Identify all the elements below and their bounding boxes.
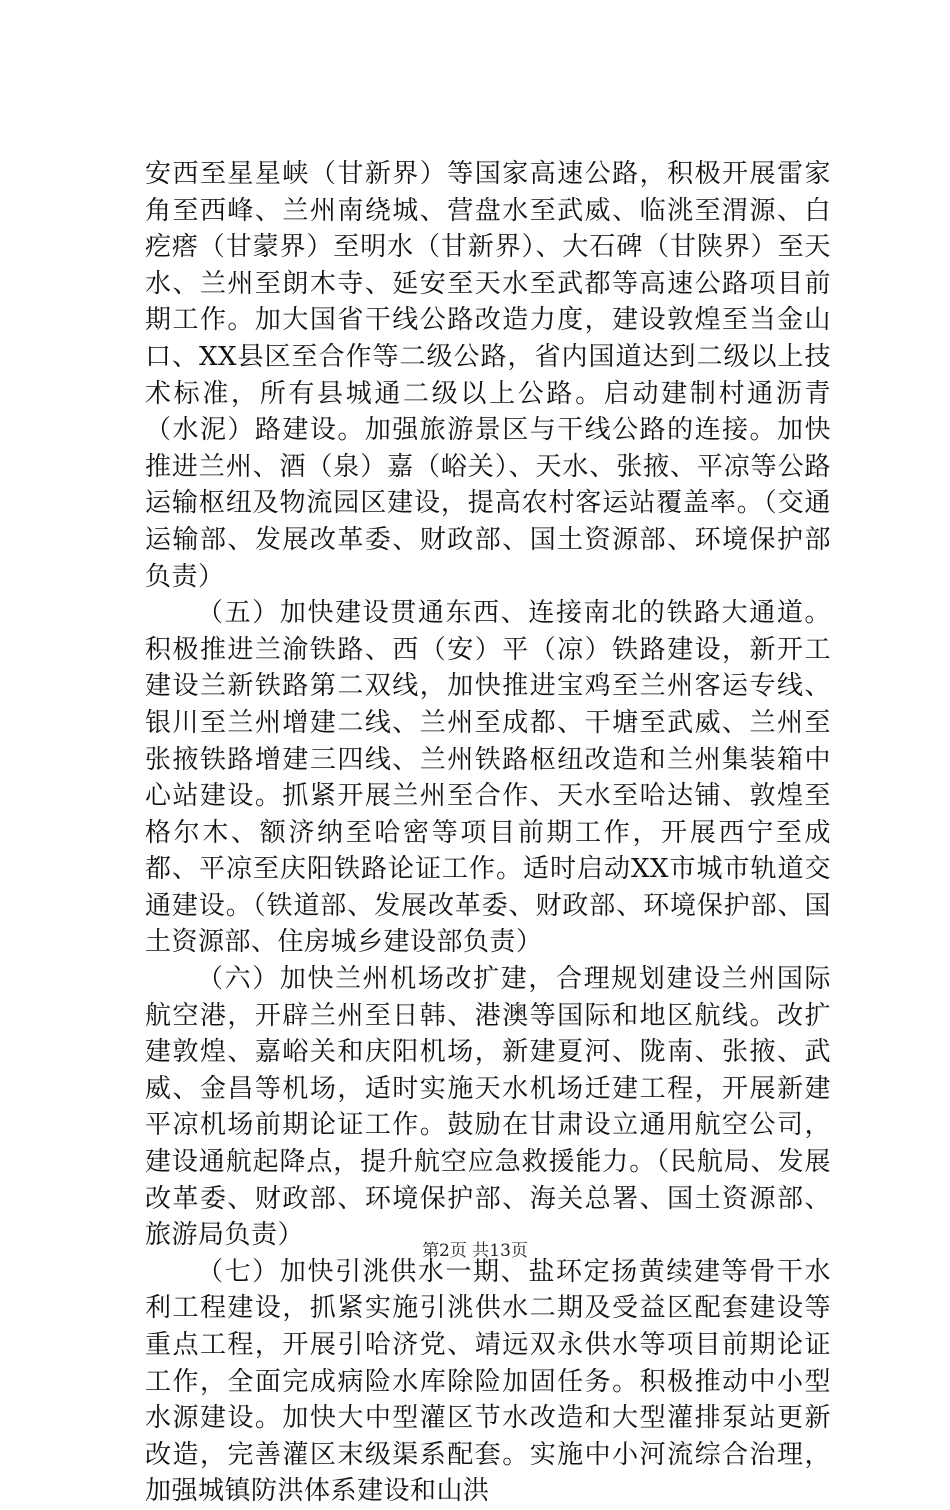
paragraph-2: （五）加快建设贯通东西、连接南北的铁路大通道。积极推进兰渝铁路、西（安）平（凉）铁路建设，新开工建设兰新铁路第二双线，加快推进宝鸡至兰州客运专线、银川至兰州增建二线、兰州至成都、干塘至武威、兰州至张掖铁路增建三四线、兰州铁路枢纽改造和兰州集装箱中心站建设。抓紧开展兰州至合作、天水至哈达铺、敦煌至格尔木、额济纳至哈密等项目前期工作，开展西宁至成都、平凉至庆阳铁路论证工作。适时启动XX市城市轨道交通建设。（铁道部、发展改革委、财政部、环境保护部、国土资源部、住房城乡建设部负责） <box>145 598 831 958</box>
paragraph-3: （六）加快兰州机场改扩建，合理规划建设兰州国际航空港，开辟兰州至日韩、港澳等国际和地区航线。改扩建敦煌、嘉峪关和庆阳机场，新建夏河、陇南、张掖、武威、金昌等机场，适时实施天水机场迁建工程，开展新建平凉机场前期论证工作。鼓励在甘肃设立通用航空公司，建设通航起降点，提升航空应急救援能力。（民航局、发展改革委、财政部、环境保护部、海关总署、国土资源部、旅游局负责） <box>145 964 831 1251</box>
page-footer: 第2页 共13页 <box>422 1241 528 1261</box>
document-body <box>145 156 831 1510</box>
paragraph-1: 安西至星星峡（甘新界）等国家高速公路，积极开展雷家角至西峰、兰州南绕城、营盘水至武威、临洮至渭源、白疙瘩（甘蒙界）至明水（甘新界）、大石碑（甘陕界）至天水、兰州至朗木寺、延安至天水至武都等高速公路项目前期工作。加大国省干线公路改造力度，建设敦煌至当金山口、XX县区至合作等二级公路，省内国道达到二级以上技术标准，所有县城通二级以上公路。启动建制村通沥青（水泥）路建设。加强旅游景区与干线公路的连接。加快推进兰州、酒（泉）嘉（峪关）、天水、张掖、平凉等公路运输枢纽及物流园区建设，提高农村客运站覆盖率。（交通运输部、发展改革委、财政部、国土资源部、环境保护部负责） <box>145 159 831 592</box>
paragraph-4: （七）加快引洮供水一期、盐环定扬黄续建等骨干水利工程建设，抓紧实施引洮供水二期及受益区配套建设等重点工程，开展引哈济党、靖远双永供水等项目前期论证工作，全面完成病险水库除险加固任务。积极推动中小型水源建设。加快大中型灌区节水改造和大型灌排泵站更新改造，完善灌区末级渠系配套。实施中小河流综合治理，加强城镇防洪体系建设和山洪 <box>145 1256 831 1507</box>
